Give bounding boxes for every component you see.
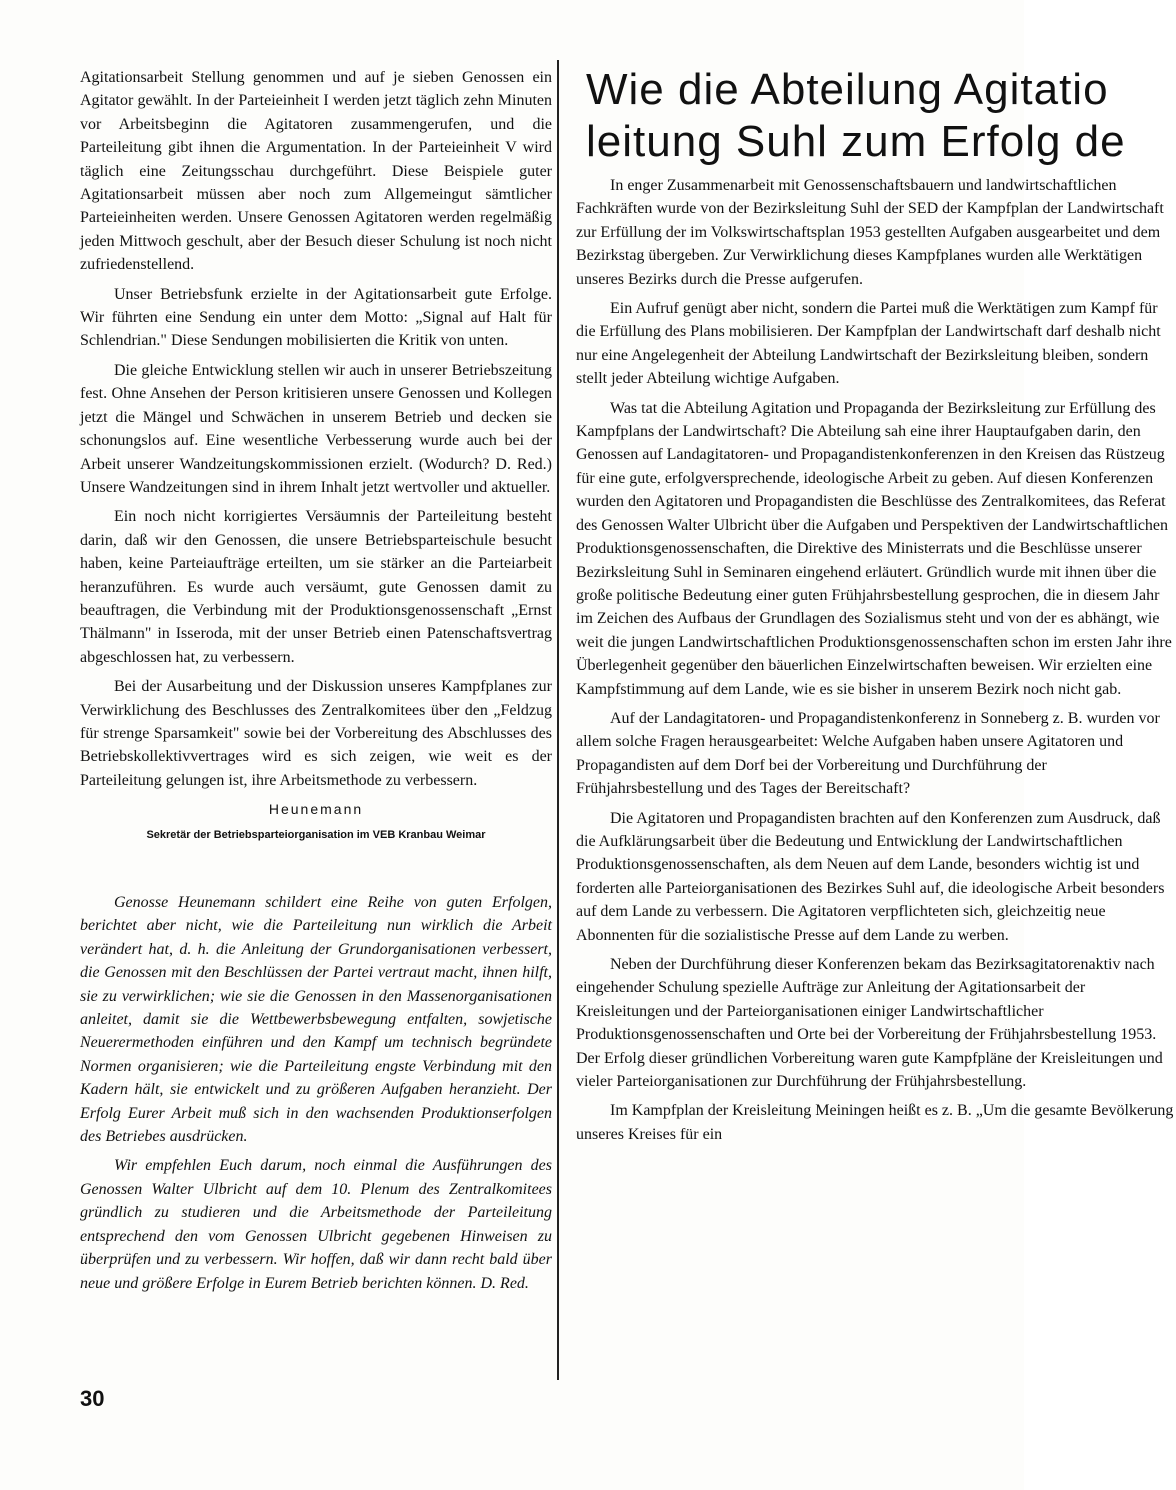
headline-line-1: Wie die Abteilung Agitatio	[586, 65, 1109, 114]
right-column	[576, 174, 1174, 1152]
right-paragraph-6: Neben der Durchführung dieser Konferenzen bekam das Bezirksagitatorenaktiv nach eingehender Schulung spezielle Aufträge zur Anleitung der Agitationsarbeit der Kreisleitungen und der Parteiorganisationen einiger Landwirtschaftlicher Produktionsgenossenschaften und Orte bei der Vorbereitung der Frühjahrsbestellung 1953. Der Erfolg dieser gründlichen Vorbereitung waren gute Kampfpläne der Kreisleitungen und vieler Parteiorganisationen zur Durchführung der Frühjahrsbestellung.	[576, 956, 1163, 1091]
left-paragraph-1: Agitationsarbeit Stellung genommen und auf je sieben Genossen ein Agitator gewählt. In der Parteieinheit I werden jetzt täglich zehn Minuten vor Arbeitsbeginn die Agitatoren zusammengerufen, und die Parteileitung gibt ihnen die Argumentation. In der Parteieinheit V wird täglich eine Zeitungsschau durchgeführt. Diese Beispiele guter Agitationsarbeit müssen aber noch zum Allgemeingut sämtlicher Parteieinheiten werden. Unsere Genossen Agitatoren werden regelmäßig jeden Mittwoch geschult, aber der Besuch dieser Schulung ist noch nicht zufriedenstellend.	[80, 69, 552, 274]
column-divider	[557, 60, 559, 1380]
article-headline	[586, 64, 1126, 168]
left-paragraph-3: Die gleiche Entwicklung stellen wir auch in unserer Betriebszeitung fest. Ohne Ansehen der Person kritisieren unsere Genossen und Kollegen jetzt die Mängel und Schwächen in unserem Betrieb und decken sie schonungslos auf. Eine wesentliche Verbesserung wurde auch bei der Arbeit unserer Wandzeitungskommissionen erzielt. (Wodurch? D. Red.) Unsere Wandzeitungen sind in ihrem Inhalt jetzt wertvoller und aktueller.	[80, 361, 552, 496]
right-paragraph-1: In enger Zusammenarbeit mit Genossenschaftsbauern und landwirtschaftlichen Fachkräften wurde von der Bezirksleitung Suhl der SED der Kampfplan der Landwirtschaft zur Erfüllung der im Volkswirtschaftsplan 1953 gestellten Aufgaben ausgearbeitet und dem Bezirkstag übergeben. Zur Verwirklichung dieses Kampfplanes wurden alle Werktätigen unseres Bezirks durch die Presse aufgerufen.	[576, 177, 1164, 288]
left-column	[80, 66, 552, 1301]
headline-line-2: leitung Suhl zum Erfolg de	[586, 117, 1126, 166]
author-role: Sekretär der Betriebsparteiorganisation im VEB Kranbau Weimar	[146, 828, 486, 841]
right-paragraph-3: Was tat die Abteilung Agitation und Propaganda der Bezirksleitung zur Erfüllung des Kampfplans der Landwirtschaft? Die Abteilung sah eine ihrer Hauptaufgaben darin, den Genossen auf Landagitatoren- und Propagandistenkonferenzen in den Kreisen das Rüstzeug für eine gute, erfolgversprechende, ideologische Arbeit zu geben. Auf diesen Konferenzen wurden den Agitatoren und Propagandisten die Beschlüsse des Zentralkomitees, das Referat des Genossen Walter Ulbricht über die Aufgaben und Perspektiven der Landwirtschaftlichen Produktionsgenossenschaften, die Direktive des Ministerrats und die Beschlüsse unserer Bezirksleitung Suhl in Seminaren eingehend erläutert. Gründlich wurde mit ihnen über die große politische Bedeutung einer guten Frühjahrsbestellung gesprochen, die in diesem Jahr im Zeichen des Aufbaus der Grundlagen des Sozialismus steht und von der es abhängt, wie weit die jungen Landwirtschaftlichen Produktionsgenossenschaften schon im ersten Jahr ihre Überlegenheit gegenüber den bäuerlichen Einzelwirtschaften beweisen. Wir erzielten eine Kampfstimmung auf dem Lande, wie es sie bisher in unserem Bezirk noch nicht gab.	[576, 399, 1172, 698]
editorial-note	[80, 891, 552, 1295]
editorial-paragraph-1: Genosse Heunemann schildert eine Reihe von guten Erfolgen, berichtet aber nicht, wie die Parteileitung nun wirklich die Arbeit verändert hat, d. h. die Anleitung der Grundorganisationen verbessert, die Genossen mit den Beschlüssen der Partei vertraut macht, ihnen hilft, sie zu verwirklichen; wie sie die Genossen in den Massenorganisationen anleitet, damit sie die Wettbewerbsbewegung entfalten, sowjetische Neuerermethoden einführen und den Kampf um technisch begründete Normen organisieren; wie die Parteileitung engste Verbindung mit den Kadern hält, sie entwickelt und zu größeren Aufgaben heranzieht. Der Erfolg Eurer Arbeit muß sich in den wachsenden Produktionserfolgen des Betriebes ausdrücken.	[80, 894, 552, 1146]
right-paragraph-4: Auf der Landagitatoren- und Propagandistenkonferenz in Sonneberg z. B. wurden vor allem solche Fragen herausgearbeitet: Welche Aufgaben haben unsere Agitatoren und Propagandisten auf dem Dorf bei der Vorbereitung und Durchführung der Frühjahrsbestellung und des Tages der Bereitschaft?	[576, 709, 1160, 798]
page-number: 30	[80, 1386, 105, 1411]
right-paragraph-7: Im Kampfplan der Kreisleitung Meiningen heißt es z. B. „Um die gesamte Bevölkerung unseres Kreises für ein	[576, 1102, 1174, 1143]
author-signature: Heunemann	[268, 801, 364, 818]
left-paragraph-4: Ein noch nicht korrigiertes Versäumnis der Parteileitung besteht darin, daß wir den Genossen, die unsere Betriebsparteischule besucht haben, keine Parteiaufträge erteilten, um sie stärker an die Parteiarbeit heranzuführen. Es wurde auch versäumt, gute Genossen damit zu beauftragen, die Verbindung mit der Produktionsgenossenschaft „Ernst Thälmann" in Isseroda, mit der unser Betrieb einen Patenschaftsvertrag abgeschlossen hat, zu verbessern.	[80, 508, 552, 666]
left-paragraph-2: Unser Betriebsfunk erzielte in der Agitationsarbeit gute Erfolge. Wir führten eine Sendung ein unter dem Motto: „Signal auf Halt für Schlendrian." Diese Sendungen mobilisierten die Kritik von unten.	[80, 285, 552, 350]
editorial-paragraph-2: Wir empfehlen Euch darum, noch einmal die Ausführungen des Genossen Walter Ulbricht auf dem 10. Plenum des Zentralkomitees gründlich zu studieren und die Arbeitsmethode der Parteileitung entsprechend den vom Genossen Ulbricht gegebenen Hinweisen zu überprüfen und zu verbessern. Wir hoffen, daß wir dann recht bald über neue und größere Erfolge in Eurem Betrieb berichten können. D. Red.	[80, 1157, 552, 1292]
left-paragraph-5: Bei der Ausarbeitung und der Diskussion unseres Kampfplanes zur Verwirklichung des Beschlusses des Zentralkomitees über den „Feldzug für strenge Sparsamkeit" sowie bei der Vorbereitung des Abschlusses des Betriebskollektivvertrages wird es sich zeigen, wie weit es der Parteileitung gelungen ist, ihre Arbeitsmethode zu verbessern.	[80, 678, 552, 789]
right-paragraph-5: Die Agitatoren und Propagandisten brachten auf den Konferenzen zum Ausdruck, daß die Aufklärungsarbeit über die Bedeutung und Entwicklung der Landwirtschaftlichen Produktionsgenossenschaften, als dem Neuen auf dem Lande, besonders wichtig ist und forderten alle Parteiorganisationen des Bezirkes Suhl auf, die ideologische Arbeit besonders auf dem Lande zu verbessern. Die Agitatoren verpflichteten sich, gleichzeitig neue Abonnenten für die sozialistische Presse auf dem Lande zu werben.	[576, 809, 1165, 944]
right-paragraph-2: Ein Aufruf genügt aber nicht, sondern die Partei muß die Werktätigen zum Kampf für die Erfüllung des Plans mobilisieren. Der Kampfplan der Landwirtschaft darf deshalb nicht nur eine Angelegenheit der Abteilung Landwirtschaft der Bezirksleitung bleiben, sondern stellt jeder Abteilung wichtige Aufgaben.	[576, 300, 1161, 388]
